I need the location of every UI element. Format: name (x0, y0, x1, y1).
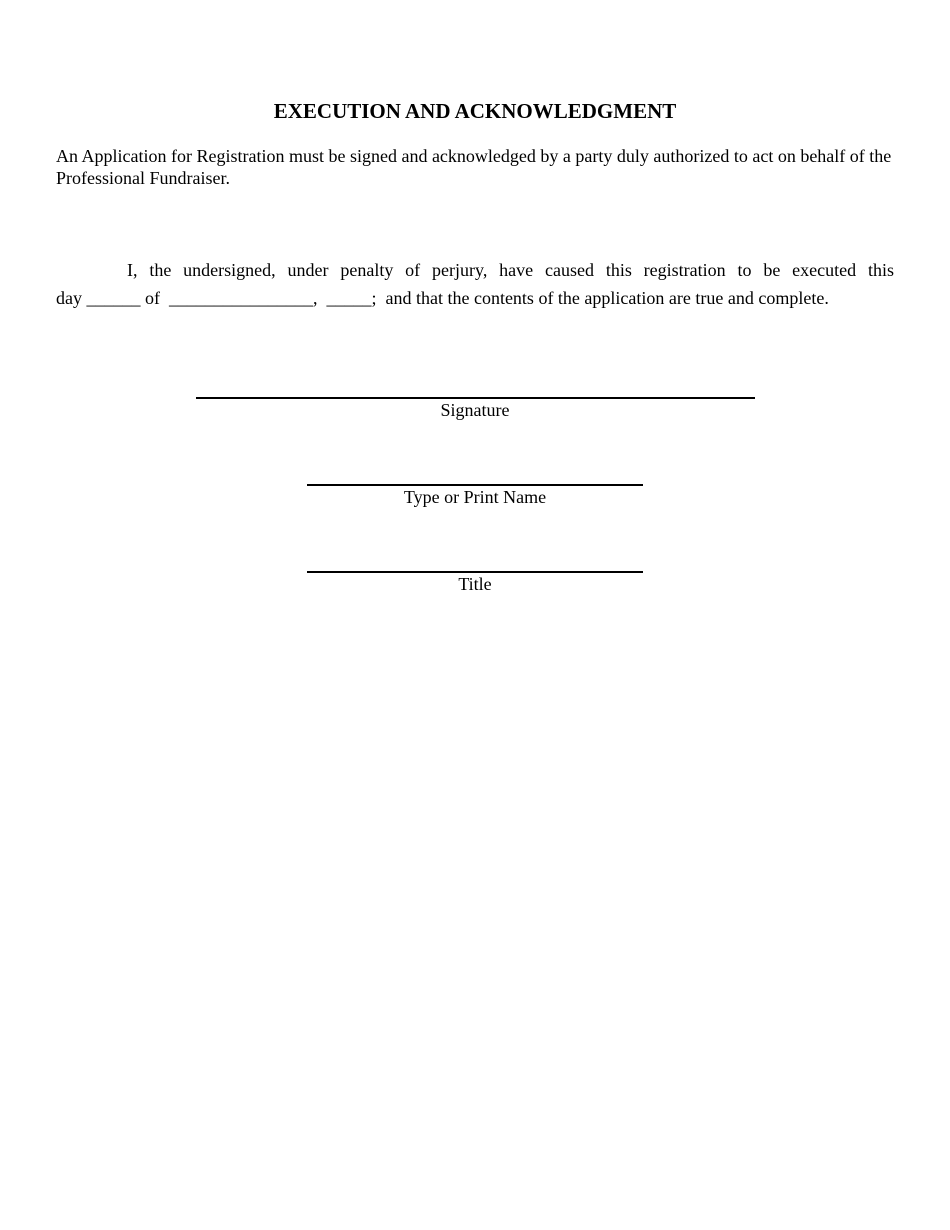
document-title: EXECUTION AND ACKNOWLEDGMENT (273, 99, 677, 123)
perjury-statement (56, 256, 894, 312)
print-name-label: Type or Print Name (403, 487, 547, 507)
statement-line-1: I, the undersigned, under penalty of perjury, have caused this registration to be executed this (127, 260, 894, 280)
intro-paragraph: An Application for Registration must be signed and acknowledged by a party duly authorized to act on behalf of the Professional Fundraiser. (56, 146, 892, 188)
signature-label: Signature (440, 400, 510, 420)
title-label: Title (458, 574, 492, 594)
statement-line-2: day ______ of ________________, _____; and that the contents of the application are true and complete. (56, 288, 829, 308)
